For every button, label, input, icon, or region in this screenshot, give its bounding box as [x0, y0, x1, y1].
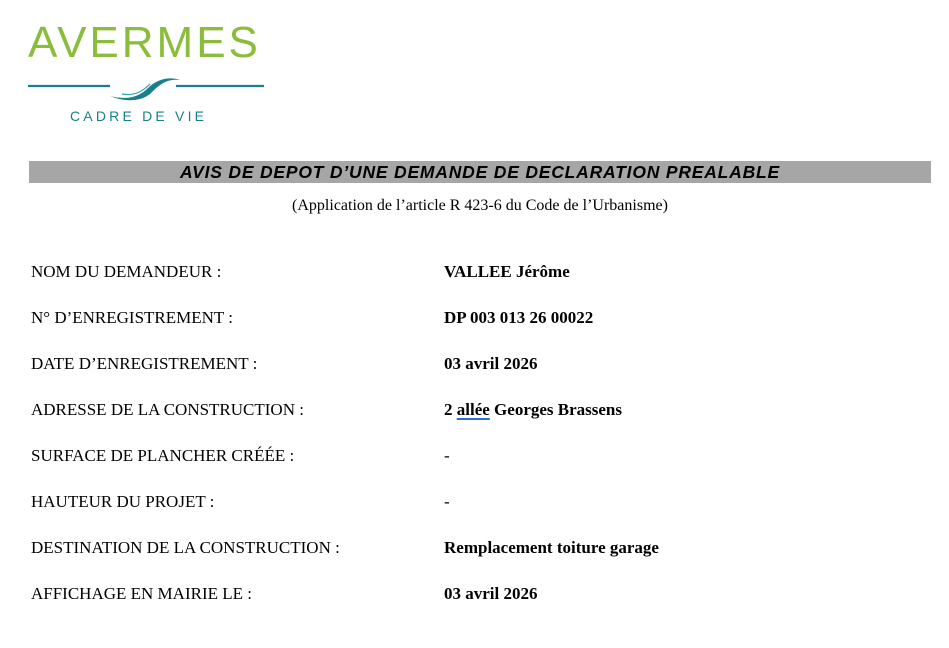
notice-title: AVIS DE DEPOT D’UNE DEMANDE DE DECLARATION PREALABLE	[179, 162, 780, 182]
field-row-registration-number	[31, 307, 931, 331]
notice-subtitle: (Application de l’article R 423-6 du Code de l’Urbanisme)	[292, 197, 668, 214]
field-value: -	[444, 446, 450, 465]
field-label: HAUTEUR DU PROJET :	[31, 492, 215, 511]
field-value: DP 003 013 26 00022	[444, 308, 594, 327]
avermes-logo	[22, 18, 272, 130]
field-value	[444, 399, 622, 421]
field-row-address	[31, 399, 931, 423]
field-row-applicant	[31, 261, 931, 285]
field-row-registration-date	[31, 353, 931, 377]
field-label: NOM DU DEMANDEUR :	[31, 262, 222, 281]
field-value: -	[444, 492, 450, 511]
address-street-type: allée	[456, 400, 490, 419]
field-value: Remplacement toiture garage	[444, 538, 659, 557]
field-label: AFFICHAGE EN MAIRIE LE :	[31, 584, 252, 603]
field-value: 03 avril 2026	[444, 354, 538, 373]
field-value: VALLEE Jérôme	[444, 262, 570, 281]
field-row-construction-purpose	[31, 537, 931, 561]
field-label: DATE D’ENREGISTREMENT :	[31, 354, 258, 373]
address-street-name: Georges Brassens	[489, 400, 623, 419]
field-label: DESTINATION DE LA CONSTRUCTION :	[31, 538, 340, 557]
logo-tagline: CADRE DE VIE	[70, 108, 208, 124]
logo-wordmark: AVERMES	[28, 18, 261, 67]
field-label: SURFACE DE PLANCHER CRÉÉE :	[31, 446, 295, 465]
field-row-floor-area	[31, 445, 931, 469]
field-row-project-height	[31, 491, 931, 515]
field-row-posting-date	[31, 583, 931, 607]
logo-wave-icon	[26, 74, 266, 108]
address-number: 2	[444, 400, 457, 419]
notice-title-bar	[29, 161, 931, 183]
field-label: N° D’ENREGISTREMENT :	[31, 308, 233, 327]
field-value: 03 avril 2026	[444, 584, 538, 603]
field-label: ADRESSE DE LA CONSTRUCTION :	[31, 400, 304, 419]
